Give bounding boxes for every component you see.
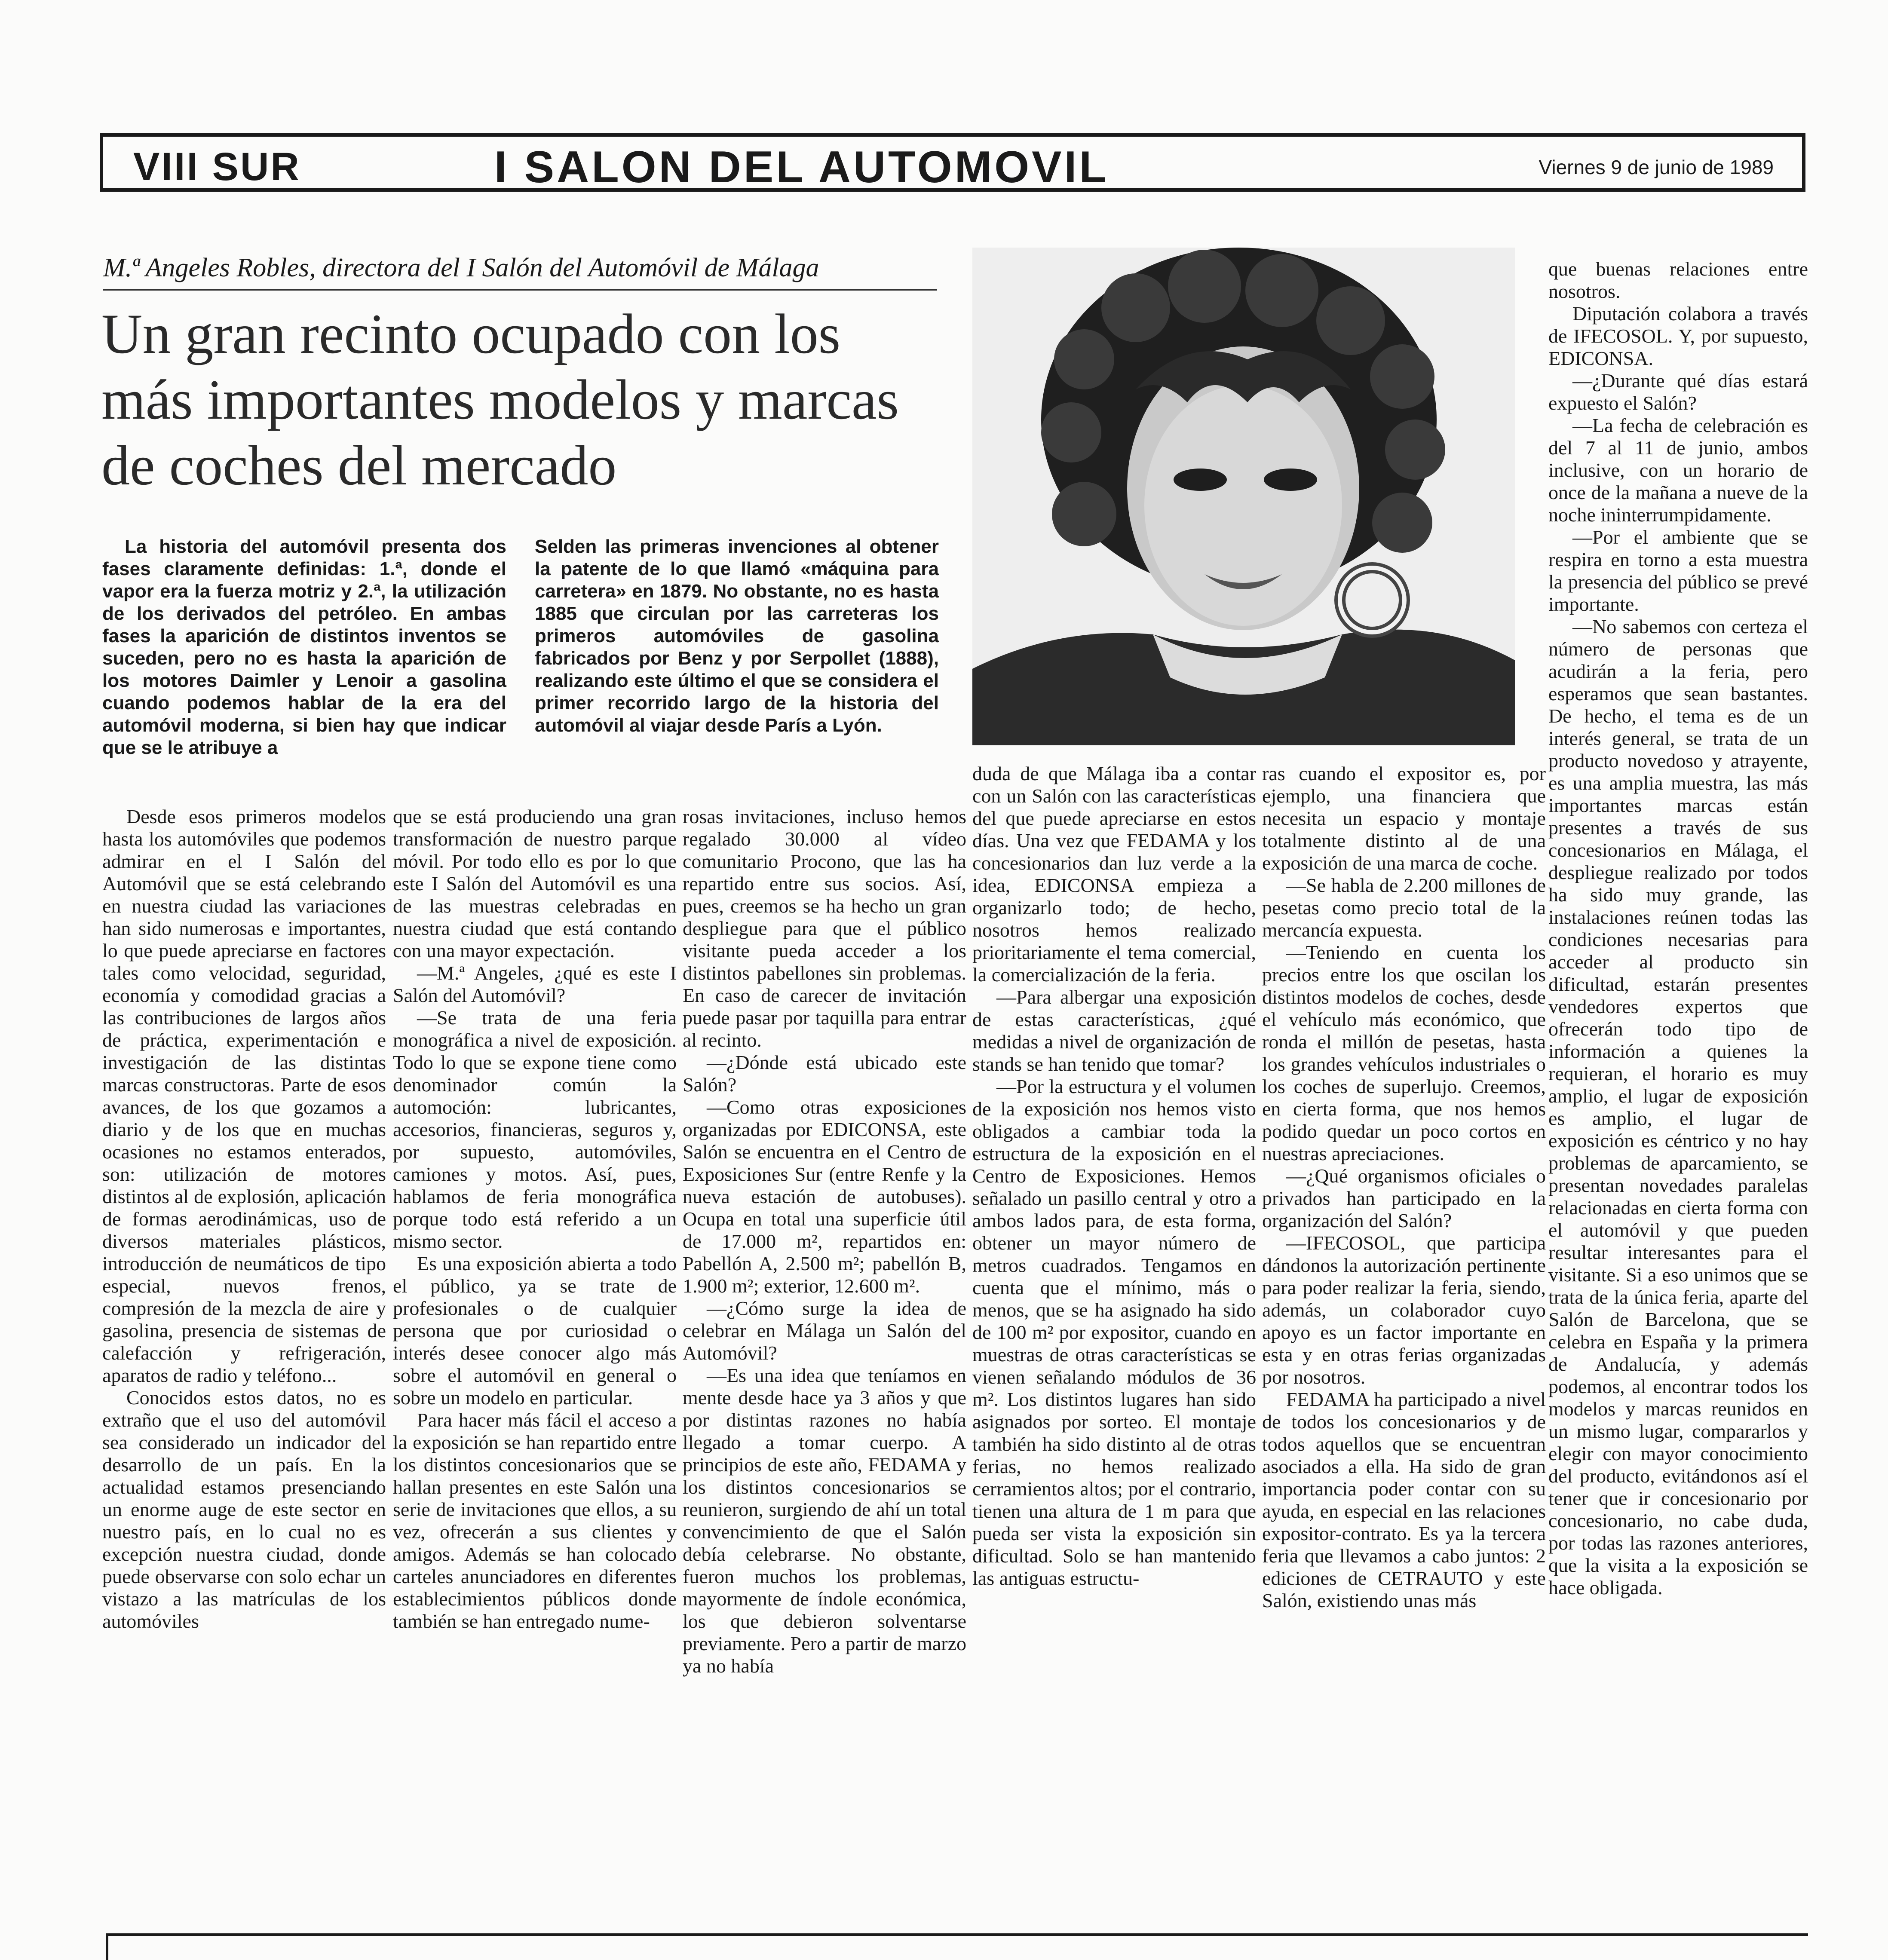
article-column-5 [1262, 763, 1546, 1910]
paragraph: —¿Dónde está ubicado este Salón? [683, 1051, 966, 1096]
lead-paragraph: Selden las primeras invenciones al obtener la patente de lo que llamó «máquina para carretera» en 1879. No obstante, no es hasta 1885 que circulan por las carreteras los primeros automóviles de gasolina fabricados por Benz y por Serpollet (1888), realizando este último el que se considera el primer recorrido largo de la historia del automóvil al viajar desde París a Lyón. [535, 536, 939, 736]
article-column-4 [972, 763, 1256, 1910]
paragraph: Es una exposición abierta a todo el público, ya se trate de profesionales o de cualquier persona que por curiosidad o interés desee conocer algo más sobre el automóvil en general o sobre un modelo en particular. [393, 1253, 677, 1409]
paragraph: duda de que Málaga iba a contar con un Salón con las características del que puede apreciarse en estos días. Una vez que FEDAMA y los concesionarios dan luz verde a la idea, EDICONSA empieza a organizarlo todo; de hecho, nosotros hemos realizado prioritariamente el tema comercial, la comercialización de la feria. [972, 763, 1256, 986]
issue-date: Viernes 9 de junio de 1989 [1539, 156, 1774, 178]
paragraph: —No sabemos con certeza el número de personas que acudirán a la feria, pero esperamos que sean bastantes. De hecho, el tema es de un interés general, se trata de un producto novedoso y atrayente, es una amplia muestra, las más importantes marcas están presentes a través de sus concesionarios en Málaga, el despliegue realizado por todos ha sido muy grande, las instalaciones reúnen todas las condiciones necesarias para acceder al producto sin dificultad, estarán presentes vendedores expertos que ofrecerán todo tipo de información a quienes la requieran, el horario es muy amplio, el lugar de exposición es amplio, el lugar de exposición es céntrico y no hay problemas de aparcamiento, se presentan novedades paralelas relacionadas en cierta forma con el automóvil y que pueden resultar interesantes para el visitante. Si a eso unimos que se trata de la única feria, aparte del Salón de Barcelona, que se celebra en España y la primera de Andalucía, y además podemos, al encontrar todos los modelos y marcas reunidos en un mismo lugar, compararlos y elegir con mayor conocimiento del producto, evitándonos así el tener que ir concesionario por concesionario, no cabe duda, por todas las razones anteriores, que la visita a la exposición se hace obligada. [1548, 616, 1808, 1599]
paragraph: Desde esos primeros modelos hasta los automóviles que podemos admirar en el I Salón del Automóvil que se está celebrando en nuestra ciudad las variaciones han sido numerosas e importantes, lo que puede apreciarse en factores tales como velocidad, seguridad, economía y comodidad gracias a las contribuciones de largos años de práctica, experimentación e investigación de las distintas marcas constructoras. Parte de esos avances, de los que gozamos a diario y de los que en muchas ocasiones no estamos enterados, son: utilización de motores distintos al de explosión, aplicación de formas aerodinámicas, uso de diversos materiales plásticos, introducción de neumáticos de tipo especial, nuevos frenos, compresión de la mezcla de aire y gasolina, presencia de sistemas de calefacción y refrigeración, aparatos de radio y teléfono... [102, 805, 386, 1386]
paragraph: —Por el ambiente que se respira en torno a esta muestra la presencia del público se prevé importante. [1548, 526, 1808, 615]
paragraph: —Teniendo en cuenta los precios entre los que oscilan los distintos modelos de coches, desde el vehículo más económico, que ronda el millón de pesetas, hasta los grandes vehículos industriales o los coches de superlujo. Creemos, en cierta forma, que nos hemos podido quedar un poco cortos en nuestras apreciaciones. [1262, 941, 1546, 1164]
paragraph: —Para albergar una exposición de estas características, ¿qué medidas a nivel de organización de stands se han tenido que tomar? [972, 986, 1256, 1075]
article-headline: Un gran recinto ocupado con los más importantes modelos y marcas de coches del mercado [101, 302, 899, 497]
article-column-2 [393, 805, 677, 1910]
paragraph: —¿Qué organismos oficiales o privados han participado en la organización del Salón? [1262, 1165, 1546, 1231]
paragraph: Diputación colabora a través de IFECOSOL. Y, por supuesto, EDICONSA. [1548, 303, 1808, 369]
paragraph: —IFECOSOL, que participa dándonos la autorización pertinente para poder realizar la feria, siendo, además, un colaborador cuyo apoyo es un factor importante en esta y en otras ferias organizadas por nosotros. [1262, 1232, 1546, 1388]
paragraph: Para hacer más fácil el acceso a la exposición se han repartido entre los distintos concesionarios que se hallan presentes en este Salón una serie de invitaciones que ellos, a su vez, ofrecerán a sus clientes y amigos. Además se han colocado carteles anunciadores en diferentes establecimientos públicos donde también se han entregado nume- [393, 1409, 677, 1632]
page-label: VIII SUR [133, 145, 301, 189]
article-kicker: M.ª Angeles Robles, directora del I Salón del Automóvil de Málaga [103, 253, 937, 291]
paragraph: —M.ª Angeles, ¿qué es este I Salón del Automóvil? [393, 962, 677, 1006]
paragraph: —Se trata de una feria monográfica a nivel de exposición. Todo lo que se expone tiene como denominador común la automoción: lubricantes, accesorios, financieras, seguros y, por supuesto, automóviles, camiones y motos. Así, pues, hablamos de feria monográfica porque todo está referido a un mismo sector. [393, 1007, 677, 1252]
paragraph: que buenas relaciones entre nosotros. [1548, 258, 1808, 302]
portrait-photo [972, 248, 1515, 745]
masthead [100, 133, 1805, 192]
paragraph: ras cuando el expositor es, por ejemplo, una financiera que necesita un espacio y montaje totalmente distinto al de una exposición de una marca de coche. [1262, 763, 1546, 874]
paragraph: rosas invitaciones, incluso hemos regalado 30.000 al vídeo comunitario Procono, que las ha repartido entre sus socios. Así, pues, creemos se ha hecho un gran despliegue para que el público visitante pueda acceder a los distintos pabellones sin problemas. En caso de carecer de invitación puede pasar por taquilla para entrar al recinto. [683, 805, 966, 1051]
paragraph: que se está produciendo una gran transformación de nuestro parque móvil. Por todo ello es por lo que este I Salón del Automóvil es una de las muestras celebradas en nuestra ciudad que está contando con una mayor expectación. [393, 805, 677, 962]
article-column-1 [102, 805, 386, 1910]
article-column-3 [683, 805, 966, 1910]
section-title: I SALON DEL AUTOMOVIL [494, 142, 1109, 192]
paragraph: FEDAMA ha participado a nivel de todos los concesionarios y de todos aquellos que se encuentran asociados a ella. Ha sido de gran importancia poder contar con su ayuda, en especial en las relaciones expositor-contrato. Es ya la tercera feria que llevamos a cabo juntos: 2 ediciones de CETRAUTO y este Salón, existiendo unas más [1262, 1388, 1546, 1611]
lead-paragraph: La historia del automóvil presenta dos fases claramente definidas: 1.ª, donde el vapor era la fuerza motriz y 2.ª, la utilización de los derivados del petróleo. En ambas fases la aparición de distintos inventos se suceden, pero no es hasta la aparición de los motores Daimler y Lenoir a gasolina cuando podemos hablar de la era del automóvil moderna, si bien hay que indicar que se le atribuye a [102, 536, 506, 758]
paragraph: —La fecha de celebración es del 7 al 11 de junio, ambos inclusive, con un horario de once de la mañana a nueve de la noche ininterrumpidamente. [1548, 414, 1808, 526]
paragraph: —Es una idea que teníamos en mente desde hace ya 3 años y que por distintas razones no había llegado a tomar cuerpo. A principios de este año, FEDAMA y los distintos concesionarios se reunieron, surgiendo de ahí un total convencimiento de que el Salón debía celebrarse. No obstante, fueron muchos los problemas, mayormente de índole económica, los que debieron solventarse previamente. Pero a partir de marzo ya no había [683, 1364, 966, 1677]
paragraph: —Como otras exposiciones organizadas por EDICONSA, este Salón se encuentra en el Centro de Exposiciones Sur (entre Renfe y la nueva estación de autobuses). Ocupa en total una superficie útil de 17.000 m², repartidos en: Pabellón A, 2.500 m²; pabellón B, 1.900 m²; exterior, 12.600 m². [683, 1096, 966, 1297]
paragraph: Conocidos estos datos, no es extraño que el uso del automóvil sea considerado un indicador del desarrollo de un país. En la actualidad estamos presenciando un enorme auge de este sector en nuestro país, en lo cual no es excepción nuestra ciudad, donde puede observarse con solo echar un vistazo a las matrículas de los automóviles [102, 1387, 386, 1632]
article-column-6 [1548, 258, 1808, 1908]
paragraph: —¿Durante qué días estará expuesto el Salón? [1548, 370, 1808, 414]
paragraph: —Por la estructura y el volumen de la exposición nos hemos visto obligados a cambiar toda la estructura de la exposición en el Centro de Exposiciones. Hemos señalado un pasillo central y otro a ambos lados para, de esta forma, obtener un mayor número de metros cuadrados. Tengamos en cuenta que el mínimo, más o menos, que se ha asignado ha sido de 100 m² por expositor, cuando en muestras de otras características se vienen señalando módulos de 36 m². Los distintos lugares han sido asignados por sorteo. El montaje también ha sido distinto al de otras ferias, no hemos realizado cerramientos altos; por el contrario, tienen una altura de 1 m para que pueda ser vista la exposición sin dificultad. Solo se han mantenido las antiguas estructu- [972, 1075, 1256, 1589]
paragraph: —Se habla de 2.200 millones de pesetas como precio total de la mercancía expuesta. [1262, 874, 1546, 941]
bottom-border [106, 1933, 1808, 1960]
portrait-illustration [972, 248, 1515, 745]
paragraph: —¿Cómo surge la idea de celebrar en Málaga un Salón del Automóvil? [683, 1297, 966, 1364]
